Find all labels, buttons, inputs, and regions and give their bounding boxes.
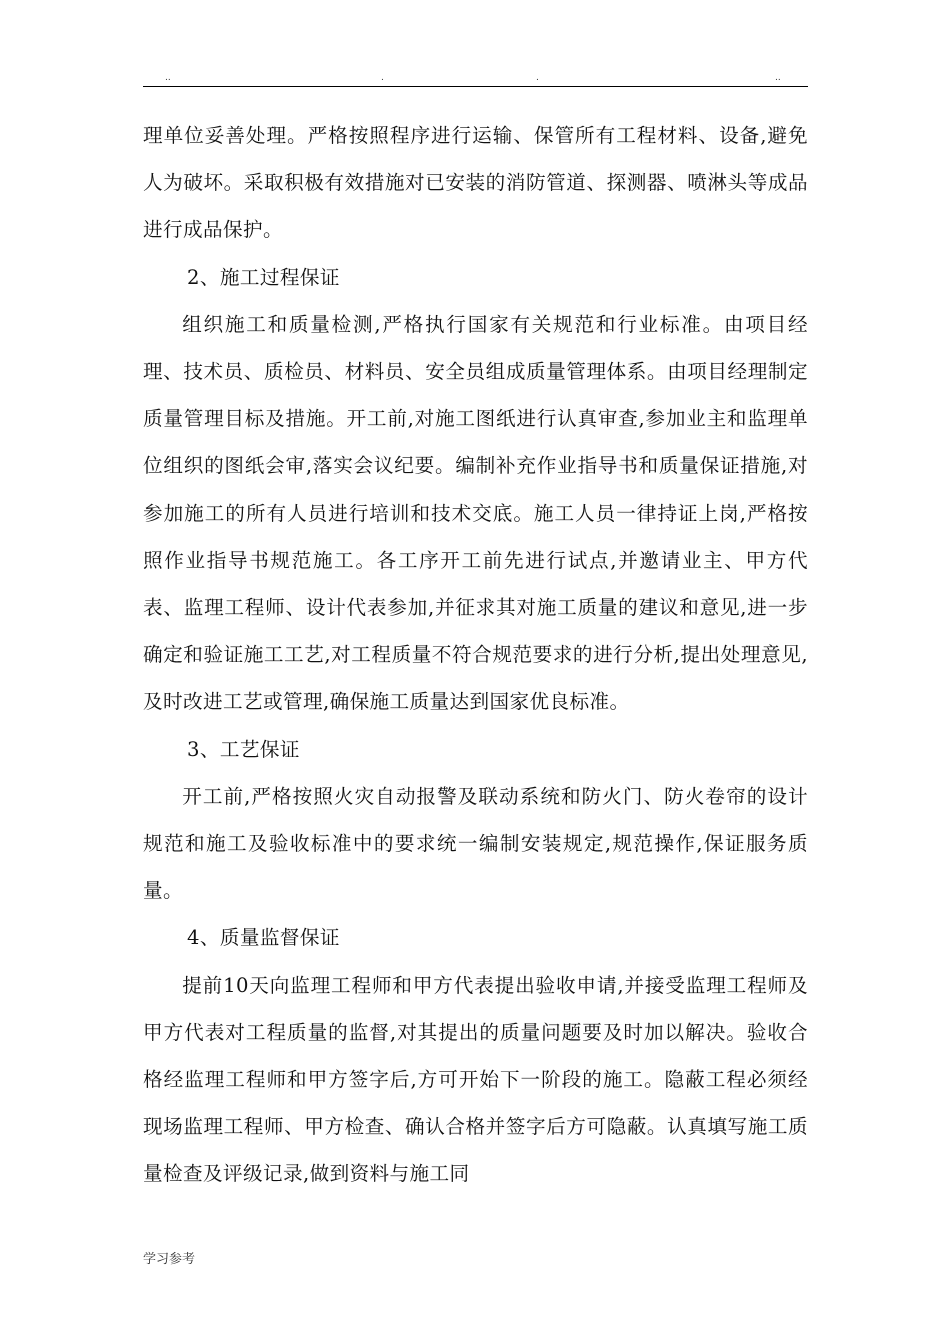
header-marks (143, 72, 808, 84)
header-mark: .. (165, 73, 171, 83)
footer-label: 学习参考 (143, 1252, 196, 1267)
paragraph-continued: 理单位妥善处理。严格按照程序进行运输、保管所有工程材料、设备,避免人为破坏。采取积极有效措施对已安装的消防管道、探测器、喷淋头等成品进行成品保护。 (143, 124, 808, 242)
header-mark: .. (775, 73, 781, 83)
header-rule (143, 86, 808, 87)
paragraph-construction-process: 组织施工和质量检测,严格执行国家有关规范和行业标准。由项目经理、技术员、质检员、材料员、安全员组成质量管理体系。由项目经理制定质量管理目标及措施。开工前,对施工图纸进行认真审查,参加业主和监理单位组织的图纸会审,落实会议纪要。编制补充作业指导书和质量保证措施,对参加施工的所有人员进行培训和技术交底。施工人员一律持证上岗,严格按照作业指导书规范施工。各工序开工前先进行试点,并邀请业主、甲方代表、监理工程师、设计代表参加,并征求其对施工质量的建议和意见,进一步确定和验证施工工艺,对工程质量不符合规范要求的进行分析,提出处理意见,及时改进工艺或管理,确保施工质量达到国家优良标准。 (143, 312, 808, 714)
section-heading-2: 2、施工过程保证 (187, 265, 340, 289)
paragraph-process-guarantee: 开工前,严格按照火灾自动报警及联动系统和防火门、防火卷帘的设计规范和施工及验收标准中的要求统一编制安装规定,规范操作,保证服务质量。 (143, 784, 808, 903)
section-heading-3: 3、工艺保证 (187, 737, 300, 761)
header-mark: . (381, 73, 384, 83)
paragraph-quality-supervision: 提前10天向监理工程师和甲方代表提出验收申请,并接受监理工程师及甲方代表对工程质量的监督,对其提出的质量问题要及时加以解决。验收合格经监理工程师和甲方签字后,方可开始下一阶段的施工。隐蔽工程必须经现场监理工程师、甲方检查、确认合格并签字后方可隐蔽。认真填写施工质量检查及评级记录,做到资料与施工同 (143, 973, 808, 1186)
document-body (143, 112, 808, 1198)
header-mark: . (536, 73, 539, 83)
section-heading-4: 4、质量监督保证 (187, 926, 340, 950)
